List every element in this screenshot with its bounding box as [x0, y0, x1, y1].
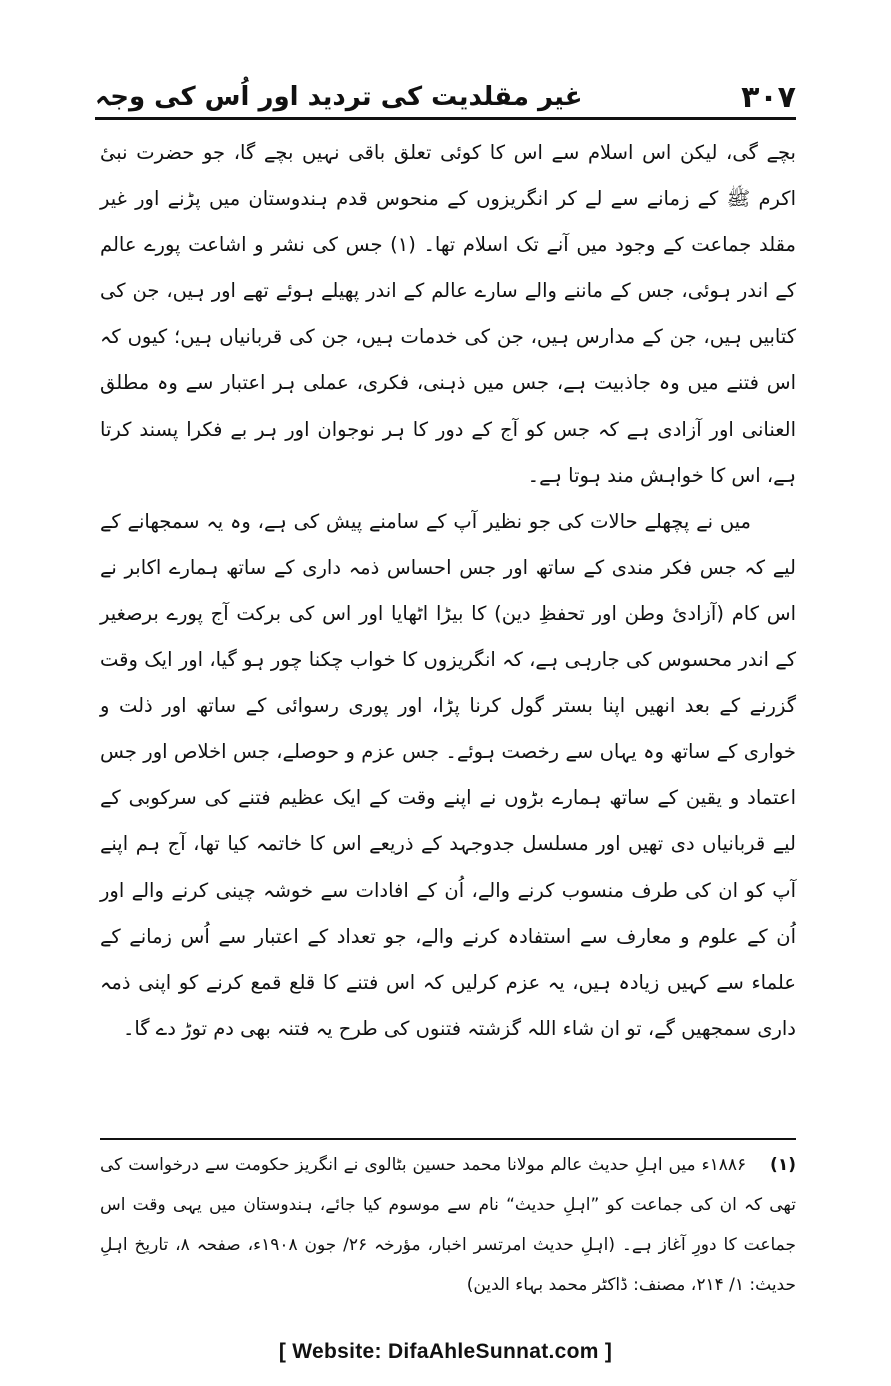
paragraph: میں نے پچھلے حالات کی جو نظیر آپ کے سامنے پیش کی ہے، وہ یہ سمجھانے کے لیے کہ جس فکر مندی کے ساتھ اور جس احساس ذمہ داری کے ساتھ ہمارے اکابر نے اس کام (آزادیٔ وطن اور تحفظِ دین) کا بیڑا اٹھایا اور اس کی برکت آج پورے برصغیر کے اندر محسوس کی جارہی ہے، کہ انگریزوں کا خواب چکنا چور ہو گیا، اور ایک وقت گزرنے کے بعد انھیں اپنا بستر گول کرنا پڑا، اور پوری رسوائی کے ساتھ اور ذلت و خواری کے ساتھ وہ یہاں سے رخصت ہوئے۔ جس عزم و حوصلے، جس اخلاص اور جس اعتماد و یقین کے ساتھ ہمارے بڑوں نے اپنے وقت کے ایک عظیم فتنے کی سرکوبی کے لیے قربانیاں دی تھیں اور مسلسل جدوجہد کے ذریعے اس کا خاتمہ کیا تھا، آج ہم اپنے آپ کو ان کی طرف منسوب کرنے والے، اُن کے افادات سے خوشہ چینی کرنے والے اور اُن کے علوم و معارف سے استفادہ کرنے والے، جو تعداد کے اعتبار سے اُس زمانے کے علماء سے کہیں زیادہ ہیں، یہ عزم کرلیں کہ اس فتنے کا قلع قمع کرنے کو اپنی ذمہ داری سمجھیں گے، تو ان شاء اللہ گزشتہ فتنوں کی طرح یہ فتنہ بھی دم توڑ دے گا۔ — [100, 509, 796, 1040]
website-footer: [ Website: DifaAhleSunnat.com ] — [278, 1340, 613, 1363]
page-number: ۳۰۷ — [741, 80, 796, 115]
footnote-marker: (۱) — [770, 1155, 796, 1175]
paragraph: بچے گی، لیکن اس اسلام سے اس کا کوئی تعلق باقی نہیں بچے گا، جو حضرت نبیٔ اکرم ﷺ کے زمانے سے لے کر انگریزوں کے منحوس قدم ہندوستان میں پڑنے اور غیر مقلد جماعت کے وجود میں آنے تک اسلام تھا۔ (۱) جس کی نشر و اشاعت پورے عالم کے اندر ہوئی، جس کے ماننے والے سارے عالم کے اندر پھیلے ہوئے تھے اور ہیں، جن کی کتابیں ہیں، جن کے مدارس ہیں، جن کی خدمات ہیں، جن کی قربانیاں ہیں؛ کیوں کہ اس فتنے میں وہ جاذبیت ہے، جس میں ذہنی، فکری، عملی ہر اعتبار سے وہ مطلق العنانی اور آزادی ہے کہ جس کو آج کے دور کا ہر نوجوان اور ہر بے فکرا پسند کرتا ہے، اس کا خواہش مند ہوتا ہے۔ — [100, 141, 796, 487]
running-title: غیر مقلدیت کی تردید اور اُس کی وجہ — [95, 82, 583, 112]
page-header — [95, 78, 796, 118]
header-divider — [95, 117, 796, 120]
body-text — [100, 130, 796, 1052]
footnote-text: ۱۸۸۶ء میں اہلِ حدیث عالم مولانا محمد حسین بٹالوی نے انگریز حکومت سے درخواست کی تھی کہ ان کی جماعت کو ”اہلِ حدیث“ نام سے موسوم کیا جائے، ہندوستان میں یہی وقت اس جماعت کا دورِ آغاز ہے۔ (اہلِ حدیث امرتسر اخبار، مؤرخہ ۲۶/ جون ۱۹۰۸ء، صفحہ ۸، تاریخ اہلِ حدیث: ۱/ ۲۱۴، مصنف: ڈاکٹر محمد بہاء الدین) — [100, 1155, 796, 1295]
footnote — [100, 1145, 796, 1305]
footnote-divider — [100, 1138, 796, 1140]
